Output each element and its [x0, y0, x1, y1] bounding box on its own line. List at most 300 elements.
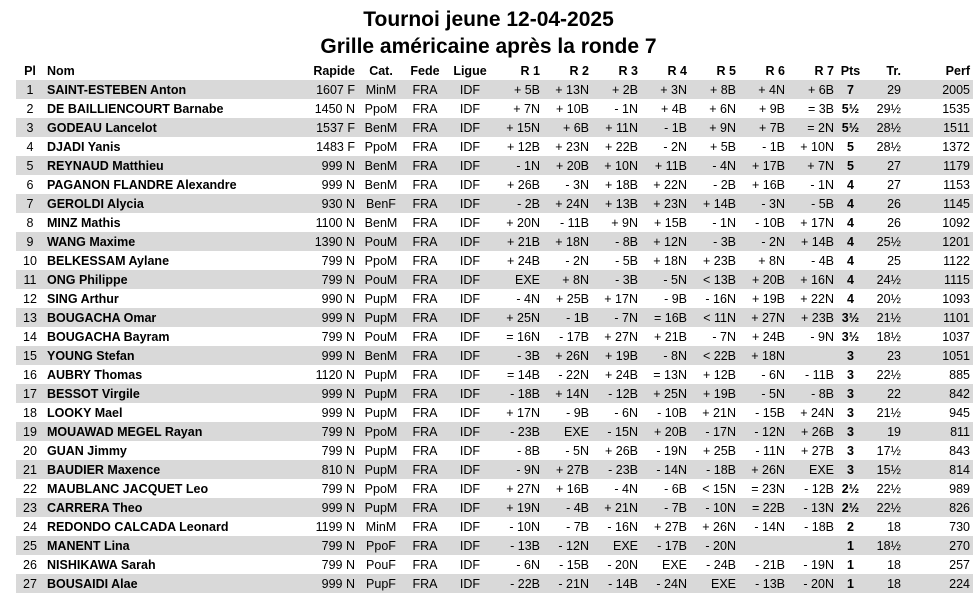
- cell-tiebreak: 15½: [864, 460, 904, 479]
- cell-round-1: - 3B: [494, 346, 543, 365]
- cell-category: PpoM: [364, 253, 398, 268]
- cell-round-4: + 20B: [641, 422, 690, 441]
- cell-tiebreak: 21½: [876, 405, 901, 420]
- cell-round-5: - 20N: [690, 536, 739, 555]
- cell-name: MINZ Mathis: [47, 215, 121, 230]
- cell-league: IDF: [446, 536, 494, 555]
- cell-round-4: + 22N: [653, 177, 687, 192]
- cell-round-2: - 11B: [560, 215, 589, 230]
- cell-round-6: - 2N: [739, 232, 788, 251]
- cell-league: IDF: [459, 101, 481, 116]
- cell-tiebreak: 27: [887, 177, 901, 192]
- cell-name: BAUDIER Maxence: [44, 460, 288, 479]
- cell-round-7: + 27B: [800, 443, 834, 458]
- cell-federation: FRA: [404, 460, 446, 479]
- cell-rank: 9: [16, 232, 44, 251]
- cell-round-1: + 26B: [506, 177, 540, 192]
- cell-category: BenM: [364, 215, 398, 230]
- cell-performance: 1115: [904, 270, 973, 289]
- cell-round-1: + 5B: [494, 80, 543, 99]
- cell-rapid-rating: 799 N: [288, 536, 358, 555]
- cell-round-5: - 18B: [690, 460, 739, 479]
- table-row: [16, 498, 973, 517]
- cell-points: 7: [837, 80, 864, 99]
- cell-name: CARRERA Theo: [44, 498, 288, 517]
- cell-rank: 13: [16, 308, 44, 327]
- header-round-4: R 4: [667, 63, 687, 78]
- cell-round-2: + 20B: [543, 156, 592, 175]
- cell-round-5: + 19B: [690, 384, 739, 403]
- cell-performance: 814: [904, 460, 973, 479]
- cell-points: 5½: [841, 101, 860, 116]
- cell-federation: FRA: [404, 270, 446, 289]
- cell-round-7: EXE: [788, 460, 837, 479]
- cell-round-7: + 17N: [800, 215, 834, 230]
- table-row: [16, 137, 973, 156]
- cell-rank: 19: [16, 422, 44, 441]
- cell-round-7: + 10N: [800, 139, 834, 154]
- cell-league: IDF: [459, 253, 481, 268]
- cell-category: PupM: [358, 498, 404, 517]
- cell-round-7: - 20N: [788, 574, 837, 593]
- cell-tiebreak: 18½: [864, 536, 904, 555]
- cell-round-4: - 8N: [641, 346, 690, 365]
- table-row: [16, 156, 973, 175]
- cell-tiebreak: 22: [864, 384, 904, 403]
- cell-rapid-rating: 1120 N: [315, 367, 355, 382]
- cell-round-7: + 22N: [800, 291, 834, 306]
- cell-rank: 22: [23, 481, 37, 496]
- cell-category: PupM: [364, 291, 398, 306]
- cell-federation: FRA: [412, 519, 438, 534]
- cell-performance: 1092: [942, 215, 970, 230]
- cell-category: PupM: [358, 384, 404, 403]
- cell-federation: FRA: [404, 80, 446, 99]
- cell-round-3: - 12B: [592, 384, 641, 403]
- cell-rank: 23: [16, 498, 44, 517]
- cell-category: MinM: [365, 519, 397, 534]
- cell-federation: FRA: [412, 139, 438, 154]
- cell-tiebreak: 19: [864, 422, 904, 441]
- cell-round-1: - 10N: [509, 519, 540, 534]
- cell-round-1: + 7N: [513, 101, 540, 116]
- cell-round-5: - 24B: [706, 557, 736, 572]
- cell-category: BenM: [358, 156, 404, 175]
- cell-rapid-rating: 1100 N: [315, 215, 355, 230]
- cell-league: IDF: [459, 215, 481, 230]
- cell-round-3: - 6N: [614, 405, 638, 420]
- cell-round-1: - 23B: [494, 422, 543, 441]
- cell-category: PouM: [358, 270, 404, 289]
- cell-federation: FRA: [404, 574, 446, 593]
- cell-round-7: + 23B: [788, 308, 837, 327]
- cell-round-5: - 7N: [712, 329, 736, 344]
- cell-round-4: EXE: [661, 557, 687, 572]
- cell-tiebreak: 26: [864, 194, 904, 213]
- cell-round-5: + 25B: [702, 443, 736, 458]
- cell-round-1: + 17N: [506, 405, 540, 420]
- cell-round-7: [788, 346, 837, 365]
- cell-rapid-rating: 799 N: [288, 270, 358, 289]
- cell-federation: FRA: [404, 308, 446, 327]
- cell-league: IDF: [446, 422, 494, 441]
- cell-tiebreak: 17½: [876, 443, 901, 458]
- cell-points: 4: [847, 291, 854, 306]
- table-row: [16, 213, 973, 232]
- cell-round-7: + 26B: [788, 422, 837, 441]
- cell-league: IDF: [446, 574, 494, 593]
- cell-round-7: + 16N: [788, 270, 837, 289]
- cell-round-3: EXE: [592, 536, 641, 555]
- cell-category: PupM: [364, 367, 398, 382]
- cell-round-4: + 12N: [641, 232, 690, 251]
- cell-performance: 1201: [904, 232, 973, 251]
- cell-round-4: + 15B: [653, 215, 687, 230]
- cell-round-5: - 10N: [690, 498, 739, 517]
- cell-league: IDF: [459, 557, 481, 572]
- cell-round-5: + 9N: [690, 118, 739, 137]
- header-round-7: R 7: [814, 63, 834, 78]
- cell-round-3: - 16N: [607, 519, 638, 534]
- cell-round-2: + 25B: [555, 291, 589, 306]
- cell-round-5: - 3B: [690, 232, 739, 251]
- cell-round-4: - 10B: [657, 405, 687, 420]
- header-category: Cat.: [369, 63, 393, 78]
- cell-performance: 842: [904, 384, 973, 403]
- cell-rapid-rating: 799 N: [321, 481, 355, 496]
- cell-federation: FRA: [404, 536, 446, 555]
- header-round-2: R 2: [569, 63, 589, 78]
- cell-round-3: + 27N: [604, 329, 638, 344]
- cell-round-6: + 19B: [751, 291, 785, 306]
- cell-round-6: = 23N: [751, 481, 785, 496]
- cell-league: IDF: [459, 443, 481, 458]
- cell-tiebreak: 24½: [864, 270, 904, 289]
- cell-round-2: - 2N: [565, 253, 589, 268]
- cell-round-3: + 11N: [592, 118, 641, 137]
- cell-category: BenM: [358, 118, 404, 137]
- cell-performance: 1153: [943, 177, 970, 192]
- cell-league: IDF: [459, 519, 481, 534]
- table-row: [16, 251, 973, 270]
- cell-round-7: - 9N: [810, 329, 834, 344]
- cell-league: IDF: [446, 156, 494, 175]
- cell-rapid-rating: 799 N: [321, 557, 355, 572]
- cell-round-6: - 14N: [754, 519, 785, 534]
- cell-federation: FRA: [412, 101, 438, 116]
- cell-round-6: - 6N: [761, 367, 785, 382]
- cell-federation: FRA: [404, 346, 446, 365]
- cell-name: AUBRY Thomas: [47, 367, 143, 382]
- cell-round-5: + 12B: [702, 367, 736, 382]
- cell-rank: 27: [16, 574, 44, 593]
- cell-rank: 25: [16, 536, 44, 555]
- cell-round-2: + 26N: [543, 346, 592, 365]
- cell-round-3: + 9N: [611, 215, 638, 230]
- cell-round-4: + 11B: [641, 156, 690, 175]
- cell-round-1: - 22B: [494, 574, 543, 593]
- header-tiebreak: Tr.: [886, 63, 901, 78]
- cell-round-4: - 6B: [664, 481, 687, 496]
- cell-league: IDF: [446, 384, 494, 403]
- table-row: [16, 479, 973, 498]
- cell-round-2: + 6B: [543, 118, 592, 137]
- cell-round-5: - 4N: [690, 156, 739, 175]
- table-row: [16, 574, 973, 593]
- cell-name: BOUSAIDI Alae: [44, 574, 288, 593]
- cell-round-2: - 3N: [565, 177, 589, 192]
- table-row: [16, 232, 973, 251]
- header-row: [16, 61, 973, 80]
- cell-name: SING Arthur: [47, 291, 119, 306]
- cell-federation: FRA: [404, 118, 446, 137]
- cell-category: PpoM: [364, 139, 398, 154]
- cell-rapid-rating: 999 N: [288, 574, 358, 593]
- cell-category: PupM: [358, 460, 404, 479]
- page-subtitle: Grille américaine après la ronde 7: [320, 35, 657, 58]
- header-round-1: R 1: [520, 63, 540, 78]
- cell-round-5: - 1N: [712, 215, 736, 230]
- cell-performance: 885: [949, 367, 970, 382]
- cell-league: IDF: [446, 460, 494, 479]
- cell-tiebreak: 28½: [876, 139, 901, 154]
- cell-federation: FRA: [404, 156, 446, 175]
- cell-round-5: < 13B: [690, 270, 739, 289]
- cell-rank: 20: [23, 443, 37, 458]
- cell-points: 5: [847, 139, 854, 154]
- header-name: Nom: [47, 63, 75, 78]
- cell-points: 2½: [841, 481, 860, 496]
- header-rapid-rating: Rapide: [313, 63, 355, 78]
- table-row: [16, 308, 973, 327]
- cell-round-6: + 27N: [739, 308, 788, 327]
- cell-rank: 16: [23, 367, 37, 382]
- cell-round-1: + 27N: [506, 481, 540, 496]
- cell-rank: 3: [16, 118, 44, 137]
- cell-federation: FRA: [404, 498, 446, 517]
- cell-name: SAINT-ESTEBEN Anton: [44, 80, 288, 99]
- cell-round-6: - 15B: [755, 405, 785, 420]
- cell-round-2: + 27B: [543, 460, 592, 479]
- cell-round-5: + 8B: [690, 80, 739, 99]
- cell-league: IDF: [459, 481, 481, 496]
- cell-points: 3: [847, 405, 854, 420]
- table-row: [16, 118, 973, 137]
- cell-federation: FRA: [404, 422, 446, 441]
- cell-federation: FRA: [412, 557, 438, 572]
- cell-points: 3: [837, 460, 864, 479]
- cell-performance: 843: [949, 443, 970, 458]
- cell-name: BOUGACHA Bayram: [47, 329, 170, 344]
- cell-round-6: - 21B: [755, 557, 785, 572]
- table-row: [16, 289, 973, 308]
- header-points: Pts: [840, 63, 861, 78]
- cell-category: PupM: [364, 443, 398, 458]
- cell-round-5: - 17N: [690, 422, 739, 441]
- cell-performance: 224: [904, 574, 973, 593]
- cell-category: BenF: [358, 194, 404, 213]
- cell-league: IDF: [459, 291, 481, 306]
- cell-rapid-rating: 999 N: [288, 308, 358, 327]
- cell-round-6: - 1B: [762, 139, 785, 154]
- cell-league: IDF: [446, 308, 494, 327]
- cell-performance: 1093: [942, 291, 970, 306]
- cell-round-1: - 4N: [516, 291, 540, 306]
- cell-round-5: - 16N: [705, 291, 736, 306]
- cell-round-4: - 5N: [641, 270, 690, 289]
- cell-round-2: - 22N: [558, 367, 589, 382]
- cell-round-1: - 8B: [517, 443, 540, 458]
- cell-points: 5½: [837, 118, 864, 137]
- cell-rapid-rating: 999 N: [288, 384, 358, 403]
- cell-round-5: + 6N: [709, 101, 736, 116]
- cell-points: 4: [847, 253, 854, 268]
- cell-round-2: - 21N: [543, 574, 592, 593]
- cell-round-3: - 3B: [592, 270, 641, 289]
- cell-tiebreak: 29: [864, 80, 904, 99]
- cell-rapid-rating: 1537 F: [288, 118, 358, 137]
- cell-league: IDF: [459, 329, 481, 344]
- cell-rapid-rating: 990 N: [321, 291, 355, 306]
- cell-round-2: + 13N: [543, 80, 592, 99]
- table-row: [16, 327, 973, 346]
- cell-round-3: + 10N: [592, 156, 641, 175]
- cell-rapid-rating: 930 N: [288, 194, 358, 213]
- cell-round-4: = 13N: [653, 367, 687, 382]
- cell-federation: FRA: [404, 384, 446, 403]
- table-row: [16, 384, 973, 403]
- cell-name: YOUNG Stefan: [44, 346, 288, 365]
- cell-rank: 24: [23, 519, 37, 534]
- cell-round-7: + 7N: [788, 156, 837, 175]
- cell-round-3: + 18B: [604, 177, 638, 192]
- cell-points: 3: [837, 384, 864, 403]
- cell-round-6: - 5N: [739, 384, 788, 403]
- cell-round-2: EXE: [543, 422, 592, 441]
- table-row: [16, 270, 973, 289]
- cell-round-5: - 2B: [713, 177, 736, 192]
- cell-name: GUAN Jimmy: [47, 443, 127, 458]
- cell-tiebreak: 22½: [876, 481, 901, 496]
- cell-tiebreak: 20½: [876, 291, 901, 306]
- cell-round-7: - 5B: [788, 194, 837, 213]
- cell-round-1: + 21B: [494, 232, 543, 251]
- cell-round-1: EXE: [494, 270, 543, 289]
- cell-rapid-rating: 1390 N: [288, 232, 358, 251]
- cell-round-7: - 19N: [803, 557, 834, 572]
- cell-round-3: - 7N: [592, 308, 641, 327]
- cell-round-4: - 7B: [641, 498, 690, 517]
- cell-round-3: + 13B: [592, 194, 641, 213]
- cell-points: 5: [837, 156, 864, 175]
- cell-performance: 730: [949, 519, 970, 534]
- cell-tiebreak: 25: [887, 253, 901, 268]
- cell-tiebreak: 25½: [864, 232, 904, 251]
- cell-round-2: + 23N: [555, 139, 589, 154]
- cell-name: GODEAU Lancelot: [44, 118, 288, 137]
- cell-name: MANENT Lina: [44, 536, 288, 555]
- cell-performance: 1122: [943, 253, 970, 268]
- cell-round-6: [739, 536, 788, 555]
- cell-name: REDONDO CALCADA Leonard: [47, 519, 229, 534]
- cell-round-3: + 24B: [604, 367, 638, 382]
- cell-round-1: + 20N: [506, 215, 540, 230]
- cell-league: IDF: [459, 367, 481, 382]
- cell-performance: 826: [904, 498, 973, 517]
- cell-points: 2: [847, 519, 854, 534]
- header-round-3: R 3: [618, 63, 638, 78]
- cell-performance: 1535: [942, 101, 970, 116]
- cell-performance: 2005: [904, 80, 973, 99]
- cell-round-5: < 15N: [702, 481, 736, 496]
- cell-performance: 270: [904, 536, 973, 555]
- cell-category: PupM: [358, 308, 404, 327]
- cell-performance: 257: [949, 557, 970, 572]
- cell-round-7: - 18B: [804, 519, 834, 534]
- cell-round-4: - 9B: [664, 291, 687, 306]
- cell-category: PpoM: [364, 481, 398, 496]
- cell-round-7: = 2N: [788, 118, 837, 137]
- cell-tiebreak: 21½: [864, 308, 904, 327]
- page-title: Tournoi jeune 12-04-2025: [363, 8, 614, 31]
- cell-round-1: = 16N: [506, 329, 540, 344]
- cell-round-5: + 5B: [709, 139, 736, 154]
- cell-points: 3: [837, 422, 864, 441]
- cell-name: WANG Maxime: [44, 232, 288, 251]
- cell-round-7: - 8B: [788, 384, 837, 403]
- cell-league: IDF: [459, 139, 481, 154]
- table-row: [16, 460, 973, 479]
- cell-rank: 5: [16, 156, 44, 175]
- cell-points: 4: [837, 194, 864, 213]
- cell-points: 1: [837, 574, 864, 593]
- cell-league: IDF: [459, 177, 481, 192]
- cell-name: BESSOT Virgile: [44, 384, 288, 403]
- table-row: [16, 80, 973, 99]
- cell-rank: 14: [23, 329, 37, 344]
- cell-round-3: - 1N: [614, 101, 638, 116]
- cell-round-1: = 14B: [506, 367, 540, 382]
- cell-category: PouM: [358, 232, 404, 251]
- cell-tiebreak: 26: [887, 215, 901, 230]
- cell-rapid-rating: 799 N: [321, 329, 355, 344]
- cell-tiebreak: 22½: [876, 367, 901, 382]
- table-row: [16, 99, 973, 118]
- cell-rank: 26: [23, 557, 37, 572]
- cell-rapid-rating: 1483 F: [316, 139, 355, 154]
- cell-round-7: - 1N: [810, 177, 834, 192]
- header-rank: Pl: [24, 63, 36, 78]
- cell-round-6: - 13B: [739, 574, 788, 593]
- cell-name: NISHIKAWA Sarah: [47, 557, 156, 572]
- table-row: [16, 194, 973, 213]
- cell-round-3: - 23B: [592, 460, 641, 479]
- table-row: [16, 536, 973, 555]
- cell-round-1: - 13B: [494, 536, 543, 555]
- cell-round-4: + 18N: [653, 253, 687, 268]
- header-performance: Perf: [945, 63, 970, 78]
- cell-rank: 8: [26, 215, 34, 230]
- cell-federation: FRA: [412, 367, 438, 382]
- cell-round-2: + 16B: [555, 481, 589, 496]
- cell-round-6: + 26N: [739, 460, 788, 479]
- cell-category: PouM: [364, 329, 398, 344]
- cell-round-1: + 15N: [494, 118, 543, 137]
- cell-round-4: - 2N: [663, 139, 687, 154]
- cell-round-1: + 25N: [494, 308, 543, 327]
- cell-tiebreak: 18: [887, 519, 901, 534]
- cell-points: 2½: [837, 498, 864, 517]
